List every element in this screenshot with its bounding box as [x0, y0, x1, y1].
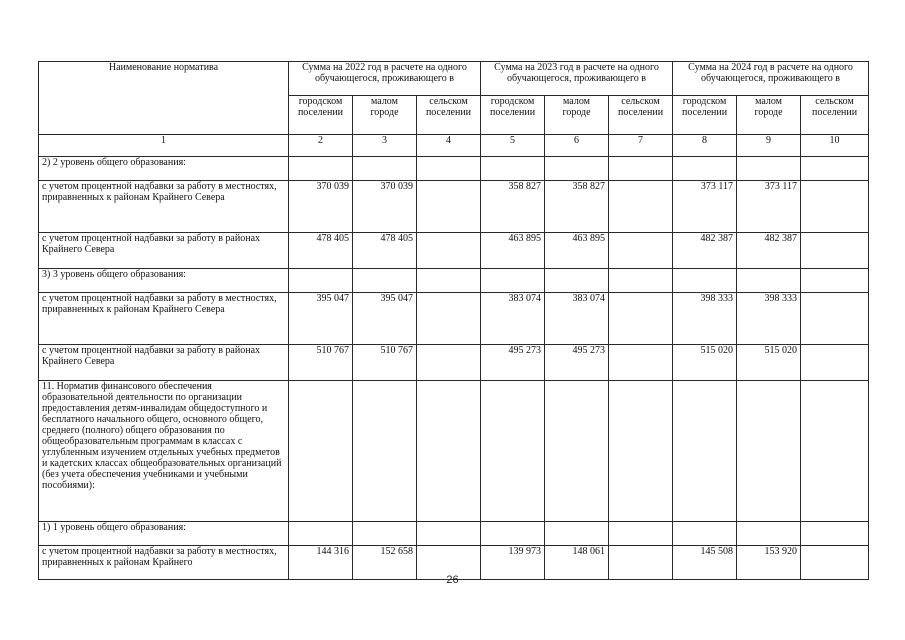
header-year-2024: Сумма на 2024 год в расчете на одного обучающегося, проживающего в [673, 62, 869, 96]
value-cell [481, 381, 545, 522]
value-cell [545, 381, 609, 522]
value-cell: 495 273 [545, 345, 609, 381]
value-cell: 373 117 [673, 181, 737, 233]
value-cell: 152 658 [353, 546, 417, 580]
value-cell [673, 157, 737, 181]
value-cell [801, 157, 869, 181]
value-cell: 478 405 [353, 233, 417, 269]
value-cell [609, 293, 673, 345]
column-index: 9 [737, 135, 801, 157]
value-cell [289, 157, 353, 181]
value-cell [481, 157, 545, 181]
row-label: с учетом процентной надбавки за работу в местностях, приравненных к районам Крайнего [39, 546, 289, 580]
value-cell [801, 233, 869, 269]
value-cell: 383 074 [545, 293, 609, 345]
value-cell [289, 522, 353, 546]
value-cell: 482 387 [737, 233, 801, 269]
value-cell [353, 381, 417, 522]
normative-table [38, 61, 869, 580]
header-name-column: Наименование норматива [39, 62, 289, 135]
value-cell [609, 181, 673, 233]
column-index: 1 [39, 135, 289, 157]
value-cell [417, 157, 481, 181]
subheader-rural: сельском поселении [609, 96, 673, 135]
value-cell: 144 316 [289, 546, 353, 580]
subheader-small-town: малом городе [353, 96, 417, 135]
value-cell [417, 293, 481, 345]
value-cell [353, 157, 417, 181]
value-cell: 383 074 [481, 293, 545, 345]
value-cell [609, 522, 673, 546]
value-cell: 463 895 [545, 233, 609, 269]
column-index: 7 [609, 135, 673, 157]
value-cell [545, 522, 609, 546]
row-label: 3) 3 уровень общего образования: [39, 269, 289, 293]
header-year-2022: Сумма на 2022 год в расчете на одного обучающегося, проживающего в [289, 62, 481, 96]
value-cell: 148 061 [545, 546, 609, 580]
value-cell [417, 233, 481, 269]
value-cell [609, 157, 673, 181]
page-number: 26 [446, 574, 459, 586]
value-cell [737, 157, 801, 181]
value-cell: 398 333 [737, 293, 801, 345]
value-cell: 358 827 [545, 181, 609, 233]
value-cell [737, 381, 801, 522]
column-index: 8 [673, 135, 737, 157]
value-cell: 358 827 [481, 181, 545, 233]
value-cell [673, 522, 737, 546]
value-cell [801, 293, 869, 345]
header-year-2023: Сумма на 2023 год в расчете на одного обучающегося, проживающего в [481, 62, 673, 96]
value-cell: 139 973 [481, 546, 545, 580]
row-label: с учетом процентной надбавки за работу в местностях, приравненных к районам Крайнего Севера [39, 181, 289, 233]
row-label: с учетом процентной надбавки за работу в местностях, приравненных к районам Крайнего Севера [39, 293, 289, 345]
column-index: 4 [417, 135, 481, 157]
subheader-rural: сельском поселении [801, 96, 869, 135]
value-cell [353, 269, 417, 293]
value-cell: 510 767 [353, 345, 417, 381]
table-row [39, 233, 869, 269]
value-cell [417, 345, 481, 381]
column-index: 3 [353, 135, 417, 157]
value-cell: 495 273 [481, 345, 545, 381]
value-cell: 515 020 [737, 345, 801, 381]
row-label: с учетом процентной надбавки за работу в районах Крайнего Севера [39, 345, 289, 381]
value-cell [801, 381, 869, 522]
value-cell [353, 522, 417, 546]
value-cell [481, 522, 545, 546]
value-cell: 478 405 [289, 233, 353, 269]
value-cell: 395 047 [289, 293, 353, 345]
table-row [39, 293, 869, 345]
row-label: с учетом процентной надбавки за работу в районах Крайнего Севера [39, 233, 289, 269]
subheader-rural: сельском поселении [417, 96, 481, 135]
subheader-urban: городском поселении [289, 96, 353, 135]
value-cell [609, 345, 673, 381]
subheader-urban: городском поселении [481, 96, 545, 135]
value-cell: 510 767 [289, 345, 353, 381]
subheader-small-town: малом городе [545, 96, 609, 135]
value-cell: 370 039 [289, 181, 353, 233]
row-label: 2) 2 уровень общего образования: [39, 157, 289, 181]
value-cell [417, 269, 481, 293]
table-row [39, 522, 869, 546]
row-label: 11. Норматив финансового обеспечения образовательной деятельности по организации предоставления детям-инвалидам общедоступного и бесплатного начального общего, основного общего, среднего (полного) общего образования по общеобразовательным программам в классах с углубленным изучением отдельных учебных предметов и кадетских классах общеобразовательных организаций (без учета обеспечения учебниками и учебными пособиями): [39, 381, 289, 522]
column-index: 6 [545, 135, 609, 157]
value-cell [417, 181, 481, 233]
value-cell [609, 269, 673, 293]
value-cell: 373 117 [737, 181, 801, 233]
value-cell [545, 157, 609, 181]
row-label: 1) 1 уровень общего образования: [39, 522, 289, 546]
table-row [39, 181, 869, 233]
value-cell [737, 522, 801, 546]
value-cell [417, 381, 481, 522]
value-cell [801, 269, 869, 293]
value-cell [609, 233, 673, 269]
table-row [39, 345, 869, 381]
value-cell: 515 020 [673, 345, 737, 381]
value-cell [801, 181, 869, 233]
value-cell: 395 047 [353, 293, 417, 345]
table-row [39, 157, 869, 181]
subheader-urban: городском поселении [673, 96, 737, 135]
value-cell [801, 345, 869, 381]
value-cell [481, 269, 545, 293]
value-cell: 463 895 [481, 233, 545, 269]
value-cell [801, 522, 869, 546]
table-row [39, 269, 869, 293]
value-cell: 370 039 [353, 181, 417, 233]
value-cell [545, 269, 609, 293]
column-index: 2 [289, 135, 353, 157]
column-index: 10 [801, 135, 869, 157]
value-cell [417, 522, 481, 546]
value-cell: 482 387 [673, 233, 737, 269]
table-row [39, 381, 869, 522]
value-cell: 145 508 [673, 546, 737, 580]
value-cell [673, 381, 737, 522]
value-cell [609, 381, 673, 522]
subheader-small-town: малом городе [737, 96, 801, 135]
value-cell [289, 381, 353, 522]
value-cell: 398 333 [673, 293, 737, 345]
value-cell [289, 269, 353, 293]
value-cell [673, 269, 737, 293]
column-index-row [39, 135, 869, 157]
column-index: 5 [481, 135, 545, 157]
value-cell [737, 269, 801, 293]
value-cell: 153 920 [737, 546, 801, 580]
